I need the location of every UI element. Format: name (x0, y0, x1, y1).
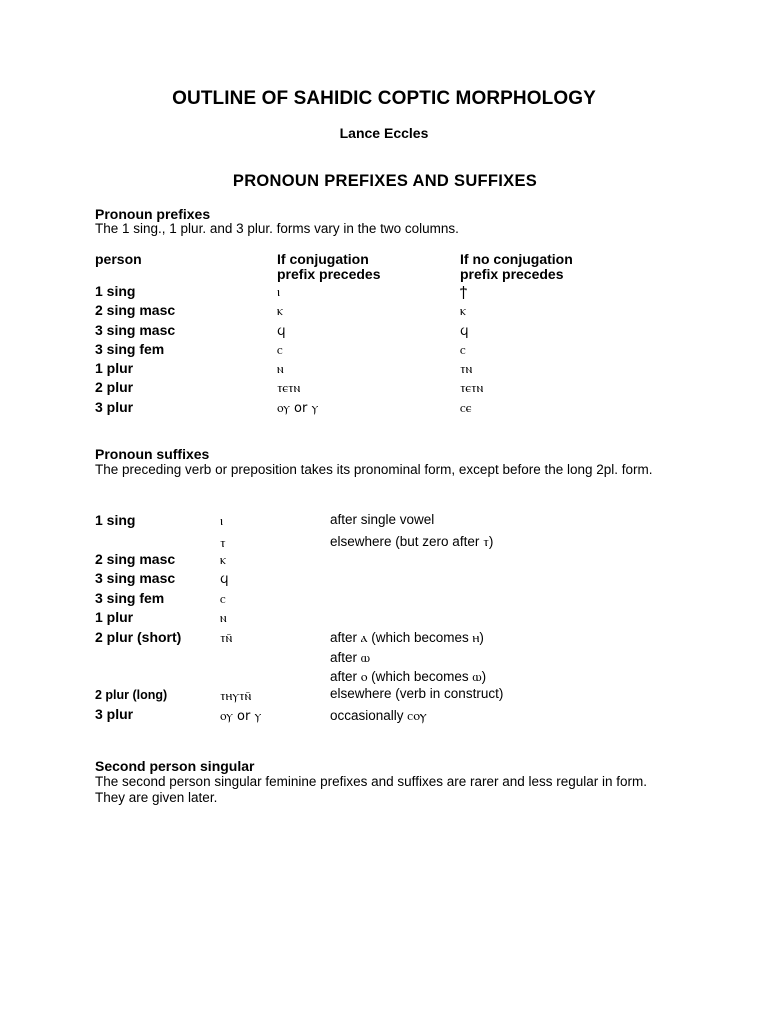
column-header-noconj-line2: prefix precedes (460, 266, 564, 282)
prefix-conj-form: ϥ (277, 324, 286, 339)
suffix-person: 3 sing masc (95, 570, 176, 586)
prefix-noconj-form: ϯ (460, 285, 467, 300)
suffix-form: ⲧⲛ̄ (220, 631, 233, 646)
suffixes-heading: Pronoun suffixes (95, 446, 210, 462)
suffix-form: ϥ (220, 572, 229, 587)
prefix-person: 3 sing masc (95, 322, 176, 338)
prefix-noconj-form: ⲧⲉⲧⲛ (460, 381, 484, 396)
column-header-conj-line1: If conjugation (277, 251, 369, 267)
prefix-person: 1 sing (95, 283, 136, 299)
suffix-note: elsewhere (verb in construct) (330, 686, 504, 701)
suffix-person: 2 plur (short) (95, 629, 182, 645)
section-title: PRONOUN PREFIXES AND SUFFIXES (232, 172, 538, 190)
prefix-noconj-form: ⲕ (460, 304, 466, 319)
author-name: Lance Eccles (339, 125, 429, 141)
suffix-form: ⲟⲩ or ⲩ (220, 709, 262, 724)
prefix-person: 3 sing fem (95, 341, 165, 357)
document-title: OUTLINE OF SAHIDIC COPTIC MORPHOLOGY (172, 88, 596, 109)
suffix-form: ⲕ (220, 553, 226, 568)
prefix-conj-form: ⲥ (277, 343, 283, 358)
column-header-noconj-line1: If no conjugation (460, 251, 573, 267)
suffix-note: after ⲱ (330, 650, 370, 665)
prefix-conj-form: ⲛ (277, 362, 284, 377)
suffix-note: after ⲁ (which becomes ⲏ) (330, 630, 484, 645)
prefix-person: 3 plur (95, 399, 134, 415)
suffix-person: 3 sing fem (95, 590, 165, 606)
prefix-conj-form: ⲕ (277, 304, 283, 319)
suffix-person: 1 plur (95, 609, 134, 625)
suffix-note: after ⲟ (which becomes ⲱ) (330, 669, 487, 684)
prefix-conj-form: ⲟⲩ or ⲩ (277, 401, 319, 416)
second-person-text: The second person singular feminine prefixes and suffixes are rarer and less regular in form. They are given later. (95, 774, 648, 805)
prefix-person: 2 plur (95, 379, 134, 395)
column-header-person: person (95, 251, 142, 267)
suffix-form: ⲛ (220, 611, 227, 626)
column-header-conj-line2: prefix precedes (277, 266, 381, 282)
suffix-note: occasionally ⲥⲟⲩ (330, 708, 427, 723)
suffix-form: ⲧⲏⲩⲧⲛ̄ (220, 689, 252, 704)
suffix-person: 1 sing (95, 512, 136, 528)
prefix-conj-form: ⲓ (277, 285, 281, 300)
suffix-note: after single vowel (330, 512, 435, 527)
prefix-person: 2 sing masc (95, 302, 176, 318)
suffix-form: ⲧ (220, 536, 226, 551)
prefix-conj-form: ⲧⲉⲧⲛ (277, 381, 301, 396)
prefixes-heading: Pronoun prefixes (95, 206, 211, 222)
prefix-person: 1 plur (95, 360, 134, 376)
suffix-person: 2 plur (long) (95, 688, 168, 702)
suffix-note: elsewhere (but zero after ⲧ) (330, 534, 494, 549)
suffix-form: ⲥ (220, 592, 226, 607)
prefixes-intro: The 1 sing., 1 plur. and 3 plur. forms vary in the two columns. (95, 221, 459, 236)
suffixes-intro: The preceding verb or preposition takes its pronominal form, except before the long 2pl. form. (95, 462, 653, 477)
prefix-noconj-form: ⲥ (460, 343, 466, 358)
prefix-noconj-form: ⲥⲉ (460, 401, 472, 416)
prefix-noconj-form: ⲧⲛ (460, 362, 473, 377)
prefix-noconj-form: ϥ (460, 324, 469, 339)
suffix-person: 3 plur (95, 706, 134, 722)
suffix-person: 2 sing masc (95, 551, 176, 567)
second-person-heading: Second person singular (95, 758, 255, 774)
suffix-form: ⲓ (220, 514, 224, 529)
